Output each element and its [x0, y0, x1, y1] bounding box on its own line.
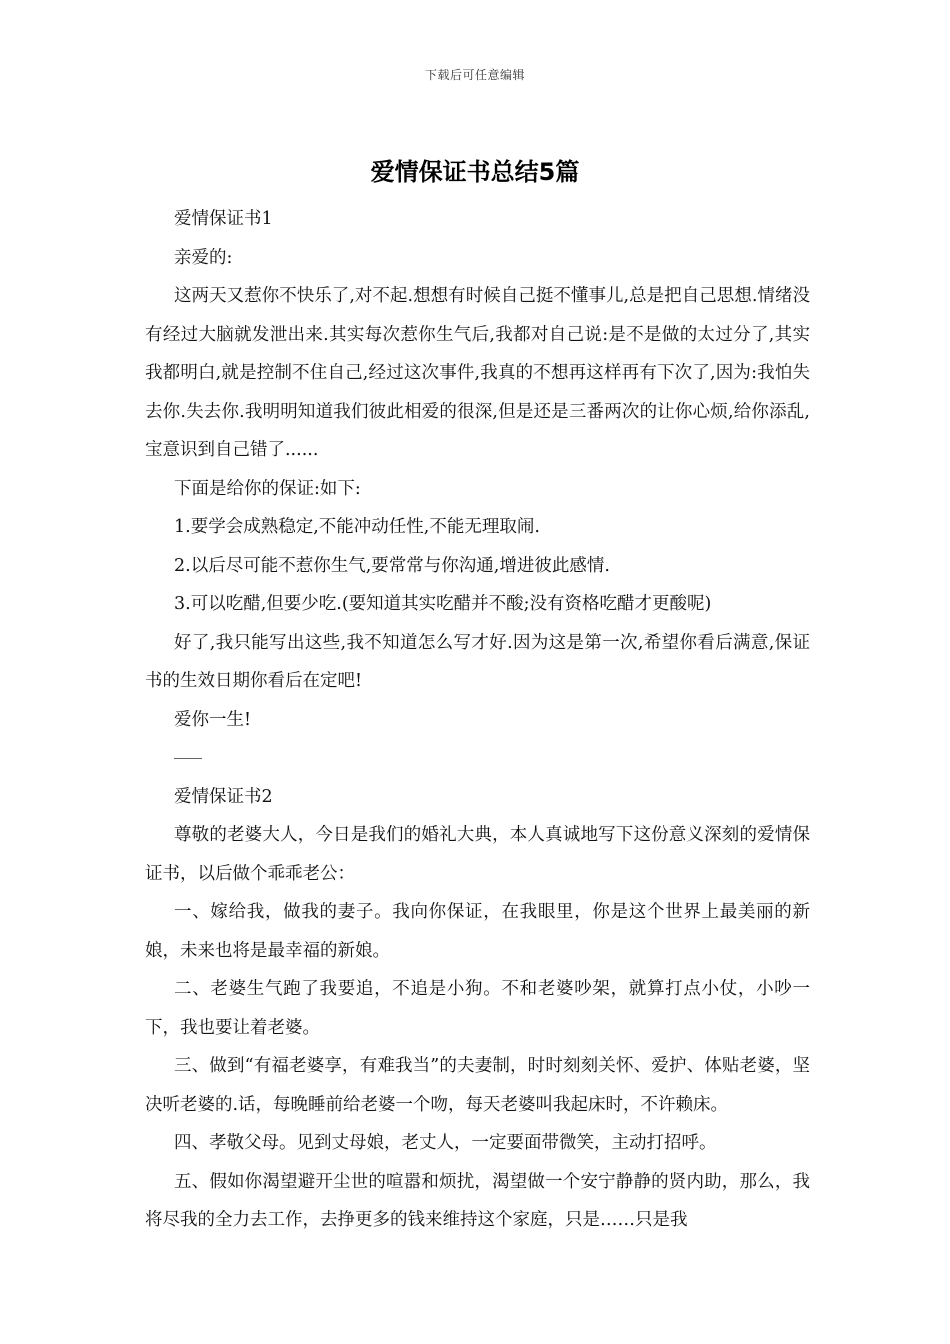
body-paragraph: 下面是给你的保证:如下: [174, 478, 361, 499]
body-paragraph: 四、孝敬父母。见到丈母娘，老丈人，一定要面带微笑，主动打招呼。 [174, 1133, 717, 1153]
body-paragraph: 一、嫁给我，做我的妻子。我向你保证，在我眼里，你是这个世界上最美丽的新娘，未来也将是最幸福的新娘。 [145, 902, 810, 961]
document-title: 爱情保证书总结5篇 [370, 158, 580, 186]
body-paragraph: 好了,我只能写出这些,我不知道怎么写才好.因为这是第一次,希望你看后满意,保证书的生效日期你看后在定吧! [145, 632, 810, 691]
list-item: 3.可以吃醋,但要少吃.(要知道其实吃醋并不酸;没有资格吃醋才更酸呢) [174, 594, 712, 614]
body-paragraph: 五、假如你渴望避开尘世的喧嚣和烦扰，渴望做一个安宁静静的贤内助，那么，我将尽我的全力去工作，去挣更多的钱来维持这个家庭，只是……只是我 [145, 1171, 810, 1230]
document-body [145, 200, 810, 1240]
page-header-note: 下载后可任意编辑 [424, 68, 525, 82]
list-item: 1.要学会成熟稳定,不能冲动任性,不能无理取闹. [174, 517, 540, 537]
section-heading-2: 爱情保证书2 [174, 786, 273, 807]
salutation: 亲爱的: [174, 247, 233, 268]
list-item: 2.以后尽可能不惹你生气,要常常与你沟通,增进彼此感情. [174, 555, 610, 576]
body-paragraph: 这两天又惹你不快乐了,对不起.想想有时候自己挺不懂事儿,总是把自己思想.情绪没有经过大脑就发泄出来.其实每次惹你生气后,我都对自己说:是不是做的太过分了,其实我都明白,就是控制不住自己,经过这次事件,我真的不想再这样再有下次了,因为:我怕失去你.失去你.我明明知道我们彼此相爱的很深,但是还是三番两次的让你心烦,给你添乱,宝意识到自己错了...... [145, 286, 810, 460]
body-paragraph: 二、老婆生气跑了我要追，不追是小狗。不和老婆吵架，就算打点小仗，小吵一下，我也要让着老婆。 [145, 979, 810, 1038]
section-divider [174, 739, 202, 778]
body-paragraph: 尊敬的老婆大人，今日是我们的婚礼大典，本人真诚地写下这份意义深刻的爱情保证书，以后做个乖乖老公： [145, 825, 810, 884]
body-paragraph: 三、做到“有福老婆享，有难我当”的夫妻制，时时刻刻关怀、爱护、体贴老婆，坚决听老婆的.话，每晚睡前给老婆一个吻，每天老婆叫我起床时，不许赖床。 [145, 1056, 810, 1115]
closing-line: 爱你一生! [174, 709, 252, 730]
section-heading-1: 爱情保证书1 [174, 209, 273, 229]
